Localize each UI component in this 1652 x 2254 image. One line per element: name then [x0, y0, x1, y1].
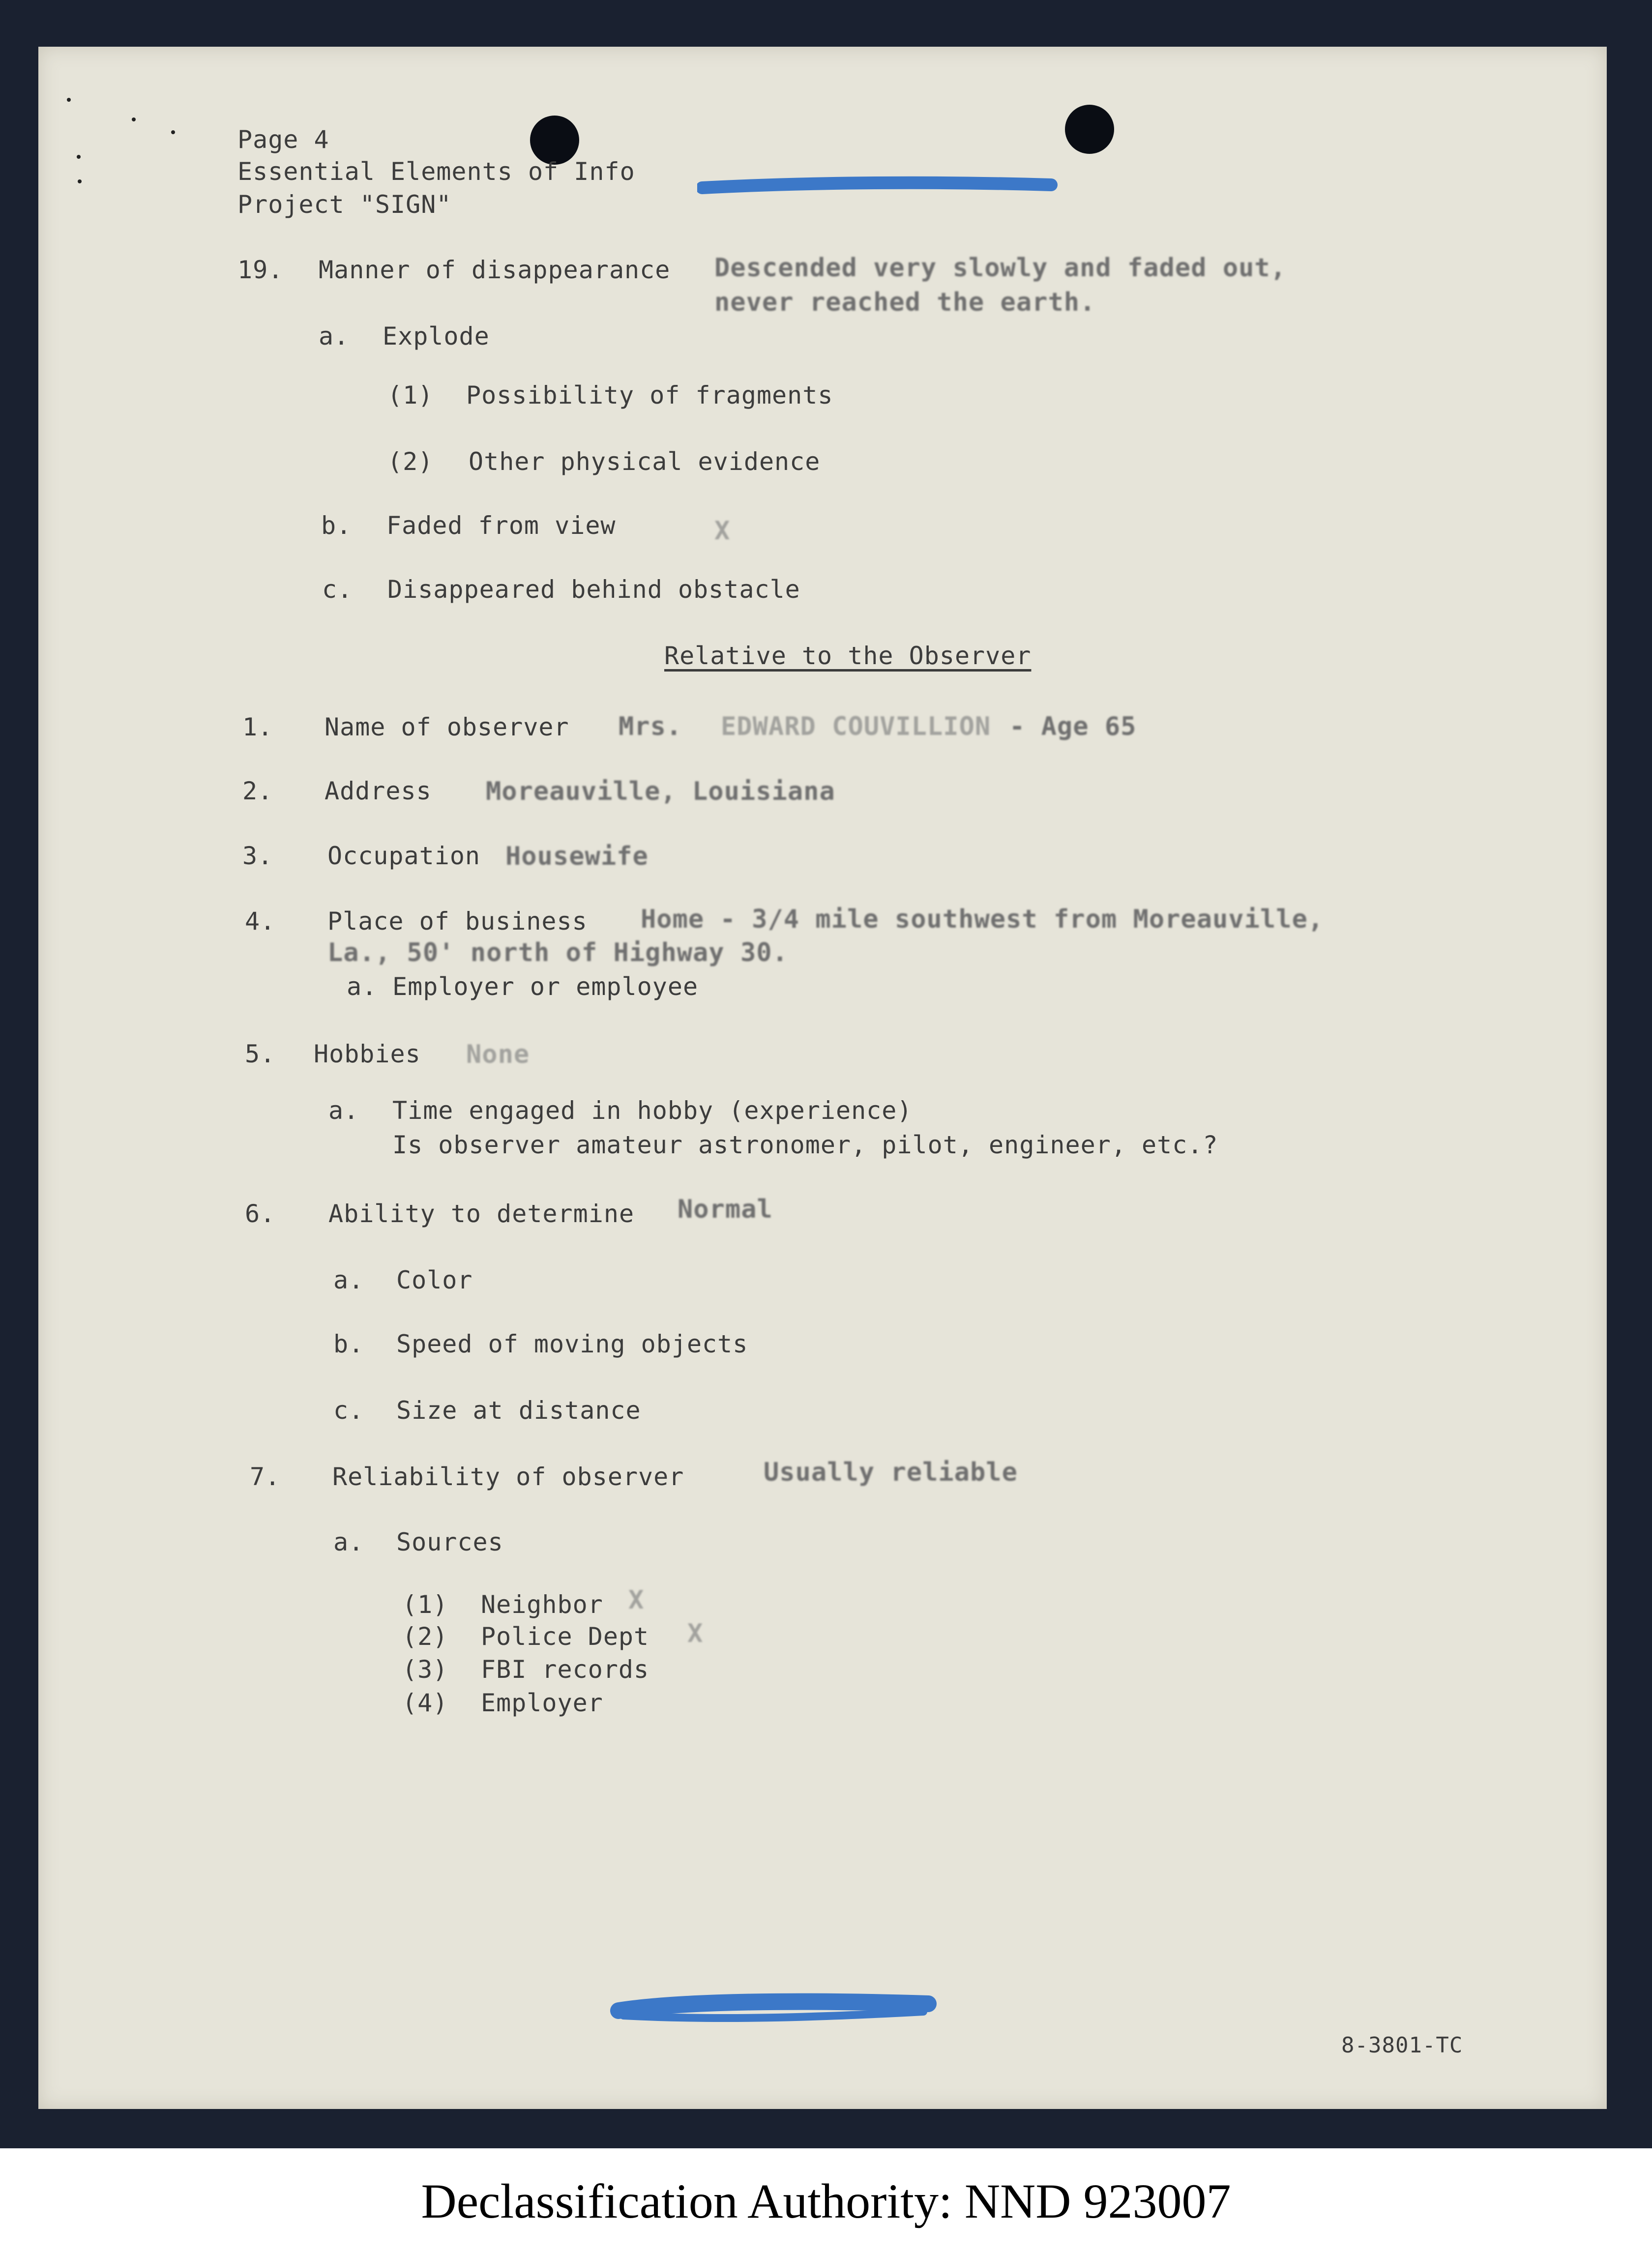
item-19-number: 19.	[237, 256, 284, 284]
ability-label: Ability to determine	[328, 1200, 635, 1228]
size-label: Size at distance	[396, 1396, 641, 1425]
redaction-marker-top	[697, 172, 1061, 202]
observer-7a-letter: a.	[333, 1528, 364, 1556]
observer-6a-letter: a.	[333, 1266, 364, 1294]
occupation-value: Housewife	[505, 842, 649, 871]
header-project: Project "SIGN"	[237, 190, 452, 219]
form-number: 8-3801-TC	[1341, 2033, 1463, 2058]
observer-4-number: 4.	[245, 907, 276, 936]
source-4-number: (4)	[402, 1689, 448, 1717]
sources-label: Sources	[396, 1528, 503, 1556]
item-19b-label: Faded from view	[386, 511, 616, 540]
place-label: Place of business	[327, 907, 588, 936]
source-3-number: (3)	[402, 1655, 448, 1684]
employer-label: Employer or employee	[392, 972, 699, 1001]
item-19a-label: Explode	[383, 322, 490, 351]
item-19c-letter: c.	[322, 575, 353, 604]
source-1-mark: X	[628, 1585, 645, 1615]
observer-name-prefix: Mrs.	[619, 712, 682, 741]
place-value-line1: Home - 3/4 mile southwest from Moreauville,	[641, 905, 1324, 934]
item-19a1-number: (1)	[387, 381, 434, 410]
observer-age: - Age 65	[1009, 712, 1137, 741]
redaction-marker-bottom	[609, 1986, 943, 2030]
document-page	[38, 47, 1607, 2109]
source-1: Neighbor	[481, 1590, 603, 1619]
observer-7-number: 7.	[250, 1463, 281, 1491]
item-19c-label: Disappeared behind obstacle	[387, 575, 800, 604]
observer-2-number: 2.	[242, 777, 273, 805]
place-value-line2: La., 50' north of Highway 30.	[327, 938, 788, 967]
item-19b-letter: b.	[321, 511, 352, 540]
item-19-answer-line2: never reached the earth.	[714, 288, 1096, 317]
observer-5a-letter: a.	[328, 1096, 359, 1125]
speck	[67, 98, 71, 102]
reliability-label: Reliability of observer	[332, 1463, 684, 1491]
speck	[171, 130, 175, 134]
speed-label: Speed of moving objects	[396, 1330, 748, 1358]
source-2-mark: X	[687, 1619, 704, 1648]
observer-3-number: 3.	[242, 842, 273, 870]
ability-value: Normal	[678, 1195, 773, 1224]
item-19-answer-line1: Descended very slowly and faded out,	[714, 253, 1287, 283]
address-label: Address	[324, 777, 432, 805]
source-3: FBI records	[481, 1655, 649, 1684]
speck	[78, 179, 82, 183]
observer-6-number: 6.	[245, 1200, 276, 1228]
item-19-label: Manner of disappearance	[319, 256, 671, 284]
hobbies-value: None	[466, 1040, 530, 1069]
hobby-time: Time engaged in hobby (experience)	[392, 1096, 913, 1125]
source-2: Police Dept	[481, 1622, 649, 1651]
declassification-footer: Declassification Authority: NND 923007	[421, 2174, 1231, 2228]
observer-6b-letter: b.	[333, 1330, 364, 1358]
source-2-number: (2)	[402, 1622, 448, 1651]
punch-hole-right	[1065, 105, 1114, 154]
observer-name-value: EDWARD COUVILLION	[721, 712, 991, 741]
item-19a2-number: (2)	[387, 447, 434, 476]
item-19b-mark: X	[714, 516, 731, 546]
section-heading: Relative to the Observer	[664, 642, 1032, 670]
source-4: Employer	[481, 1689, 603, 1717]
hobbies-label: Hobbies	[314, 1040, 421, 1068]
observer-6c-letter: c.	[333, 1396, 364, 1425]
observer-5-number: 5.	[245, 1040, 276, 1068]
item-19a2-label: Other physical evidence	[469, 447, 821, 476]
speck	[132, 117, 136, 121]
observer-name-label: Name of observer	[324, 713, 569, 741]
observer-1-number: 1.	[242, 713, 273, 741]
reliability-value: Usually reliable	[764, 1458, 1018, 1487]
page-number: Page 4	[237, 125, 329, 154]
item-19a-letter: a.	[319, 322, 350, 351]
source-1-number: (1)	[402, 1590, 448, 1619]
address-value: Moreauville, Louisiana	[486, 777, 835, 806]
color-label: Color	[396, 1266, 473, 1294]
observer-4a-letter: a.	[347, 972, 378, 1001]
item-19a1-label: Possibility of fragments	[466, 381, 833, 410]
hobby-question: Is observer amateur astronomer, pilot, engineer, etc.?	[392, 1131, 1218, 1159]
occupation-label: Occupation	[327, 842, 481, 870]
speck	[77, 155, 81, 159]
header-title: Essential Elements of Info	[237, 157, 635, 186]
